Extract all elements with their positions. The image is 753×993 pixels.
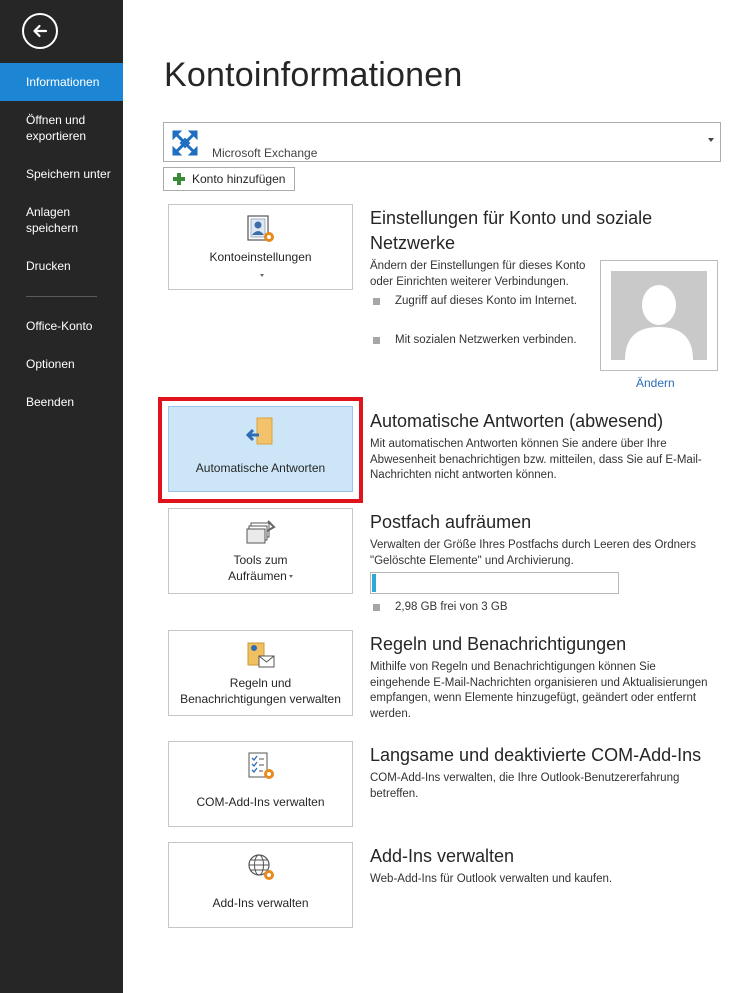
section-desc-com-addins: COM-Add-Ins verwalten, die Ihre Outlook-Benutzererfahrung betreffen. (370, 772, 680, 800)
section-desc-addins: Web-Add-Ins für Outlook verwalten und kaufen. (370, 873, 613, 885)
account-settings-label: Kontoeinstellungen (209, 250, 312, 264)
nav-divider (26, 296, 97, 297)
storage-text: 2,98 GB frei von 3 GB (395, 601, 508, 613)
com-addins-button[interactable] (168, 741, 353, 827)
back-button[interactable] (22, 13, 58, 49)
page-title: Kontoinformationen (164, 56, 463, 94)
avatar (600, 260, 718, 371)
nav-item-label: Beenden (26, 395, 75, 409)
nav-item-label: Anlagen speichern (26, 205, 79, 235)
account-settings-icon (245, 213, 277, 245)
section-title-addins: Add-Ins verwalten (370, 846, 515, 866)
section-desc-cleanup: Verwalten der Größe Ihres Postfachs durch Leeren des Ordners "Gelöschte Elemente" und Archivierung. (370, 539, 696, 567)
nav-item-optionen[interactable] (0, 356, 123, 372)
nav-item-label: Informationen (26, 75, 100, 89)
nav-item-anlagen-speichern[interactable] (0, 204, 100, 236)
cleanup-tools-label-line1: Tools zum (233, 553, 288, 567)
section-title-account-settings: Einstellungen für Konto und soziale Netzwerke (370, 208, 653, 253)
cleanup-tools-label-line2: Aufräumen (228, 569, 287, 583)
bullet-social-networks (373, 333, 598, 348)
rules-alerts-button[interactable] (168, 630, 353, 716)
bullet-text: Mit sozialen Netzwerken verbinden. (395, 334, 577, 346)
person-silhouette-icon (611, 271, 707, 360)
change-photo-link[interactable]: Ändern (636, 376, 675, 390)
nav-item-label: Office-Konto (26, 319, 93, 333)
rules-alerts-label-line1: Regeln und (229, 676, 292, 690)
section-title-auto-reply: Automatische Antworten (abwesend) (370, 411, 664, 431)
section-title-rules: Regeln und Benachrichtigungen (370, 634, 627, 654)
nav-item-label: Drucken (26, 259, 71, 273)
chevron-down-icon (708, 138, 714, 142)
section-desc-rules: Mithilfe von Regeln und Benachrichtigungen können Sie eingehende E-Mail-Nachrichten organisieren und Aktualisierungen empfangen, wenn Elemente hinzugefügt, geändert oder entfernt werden. (370, 661, 708, 720)
manage-addins-button[interactable] (168, 842, 353, 928)
plus-icon (173, 173, 185, 185)
storage-bar-fill (372, 574, 376, 592)
section-desc-auto-reply: Mit automatischen Antworten können Sie andere über Ihre Abwesenheit benachrichtigen bzw. mitteilen, dass Sie auf E-Mail-Nachrichten nicht antworten können. (370, 438, 702, 481)
nav-item-informationen[interactable] (0, 63, 123, 101)
account-name: Microsoft Exchange (212, 146, 318, 160)
section-desc-account-settings: Ändern der Einstellungen für dieses Konto oder Einrichten weiterer Verbindungen. (370, 260, 586, 288)
section-title-cleanup: Postfach aufräumen (370, 512, 532, 532)
highlight-box (158, 397, 363, 503)
nav-item-label: Öffnen und exportieren (26, 113, 87, 143)
account-settings-caret-wrap (169, 267, 352, 285)
automatic-replies-label: Automatische Antworten (195, 461, 326, 475)
account-settings-button[interactable] (168, 204, 353, 290)
chevron-down-icon (289, 575, 293, 578)
chevron-down-icon (260, 274, 264, 277)
nav-item-drucken[interactable] (0, 258, 123, 274)
nav-item-label: Optionen (26, 357, 75, 371)
storage-info (373, 600, 508, 615)
cleanup-tools-label-line2-wrap (169, 568, 352, 584)
cleanup-tools-button[interactable] (168, 508, 353, 594)
add-account-button[interactable] (163, 167, 295, 191)
arrow-left-icon (30, 21, 50, 41)
bullet-text: Zugriff auf dieses Konto im Internet. (395, 295, 577, 307)
nav-item-speichern-unter[interactable] (0, 166, 123, 182)
nav-item-label: Speichern unter (26, 167, 111, 181)
cleanup-tools-icon (245, 517, 277, 549)
nav-item-oeffnen-exportieren[interactable] (0, 112, 110, 144)
backstage-sidebar (0, 0, 123, 993)
nav-item-office-konto[interactable] (0, 318, 123, 334)
avatar-placeholder (611, 271, 707, 360)
bullet-web-access (373, 294, 598, 309)
manage-addins-label: Add-Ins verwalten (212, 896, 309, 910)
section-title-com-addins: Langsame und deaktivierte COM-Add-Ins (370, 745, 702, 765)
globe-gear-icon (245, 851, 277, 883)
com-addins-label: COM-Add-Ins verwalten (196, 795, 325, 809)
rules-alerts-label-line2: Benachrichtigungen verwalten (180, 692, 341, 706)
com-addins-icon (245, 750, 277, 782)
mailbox-storage-bar (370, 572, 619, 594)
account-dropdown[interactable] (163, 122, 721, 162)
add-account-label: Konto hinzufügen (192, 172, 286, 186)
nav-item-beenden[interactable] (0, 394, 123, 410)
rules-alerts-icon (245, 639, 277, 671)
exchange-icon (170, 128, 200, 158)
